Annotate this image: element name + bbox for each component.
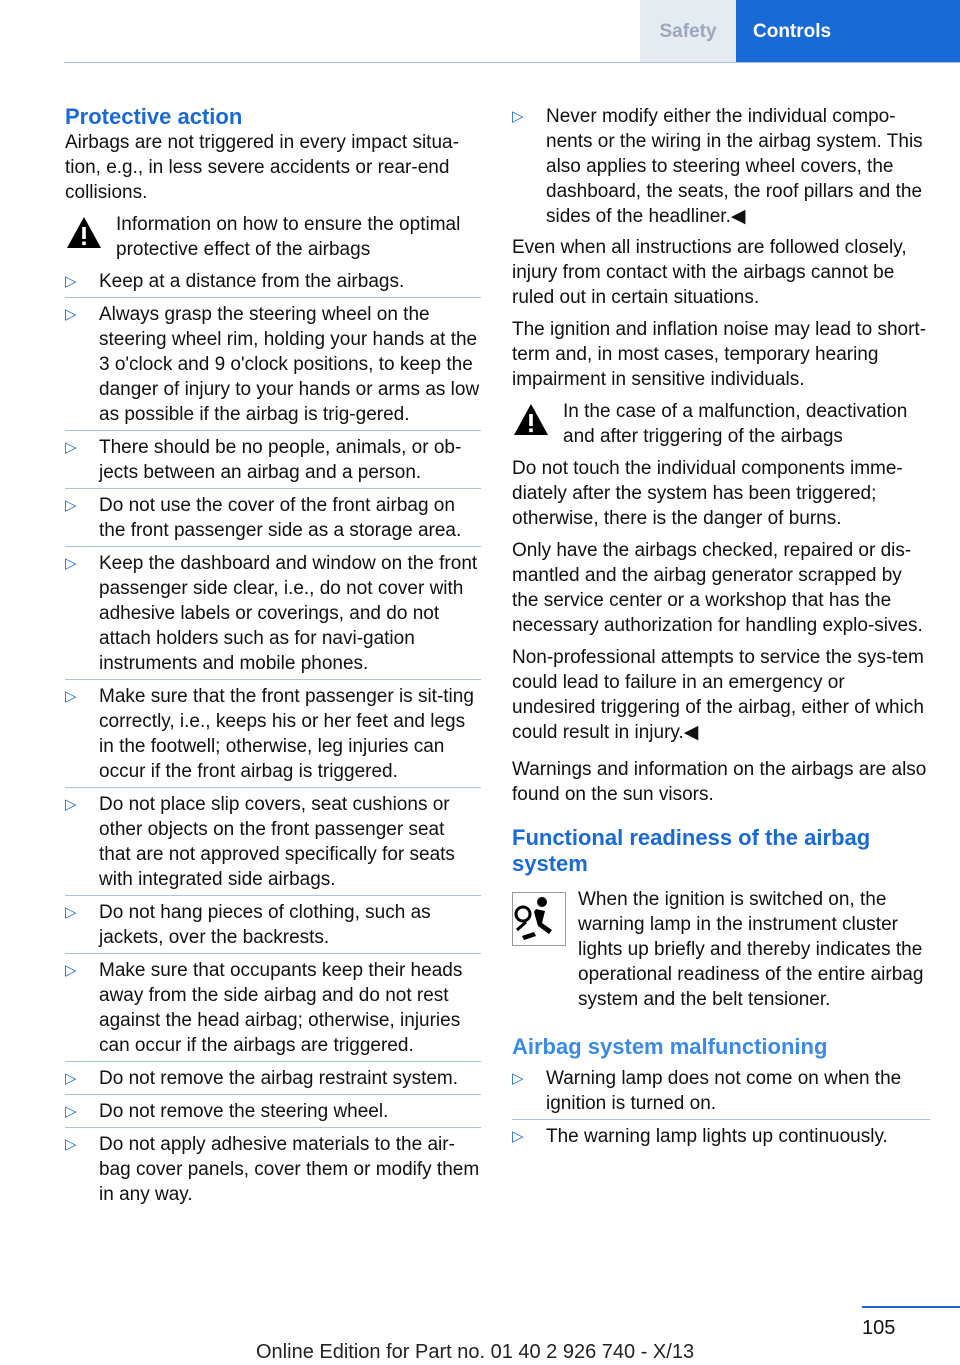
readiness-block [512, 887, 930, 1012]
paragraph: Warnings and information on the airbags are also found on the sun visors. [512, 759, 927, 805]
right-column [512, 104, 930, 1152]
header-divider [64, 62, 960, 63]
triangle-bullet-icon: ▷ [65, 555, 77, 572]
left-column [65, 104, 481, 1210]
triangle-bullet-icon: ▷ [65, 306, 77, 323]
readiness-text: When the ignition is switched on, the warning lamp in the instrument cluster lights up briefly and thereby indicates the operational readiness of the entire airbag system and the belt tensioner. [578, 889, 924, 1010]
triangle-bullet-icon: ▷ [65, 688, 77, 705]
section-title-functional-readiness: Functional readiness of the airbag system [512, 825, 871, 876]
list-item: ▷ Make sure that the front passenger is sit-ting correctly, i.e., keeps his or her feet and legs in the footwell; otherwise, leg injuries can occur if the front airbag is triggered. [65, 679, 481, 787]
list-item: ▷ Do not use the cover of the front airbag on the front passenger side as a storage area. [65, 488, 481, 546]
warning-triangle-icon [512, 401, 550, 439]
triangle-bullet-icon: ▷ [65, 962, 77, 979]
page-number: 105 [862, 1317, 896, 1339]
warning-block [65, 212, 481, 262]
list-item: ▷ Never modify either the individual compo-nents or the wiring in the airbag system. This also applies to steering wheel covers, the dashboard, the seats, the roof pillars and the sides of the headliner.◀ [512, 106, 923, 227]
list-item: ▷ The warning lamp lights up continuously. [512, 1119, 930, 1152]
list-item: ▷ Do not apply adhesive materials to the air-bag cover panels, cover them or modify them in any way. [65, 1127, 481, 1210]
list-item: ▷ Keep at a distance from the airbags. [65, 271, 405, 292]
page-header [0, 0, 960, 64]
list-item: ▷ Make sure that occupants keep their heads away from the side airbag and do not rest against the head airbag; otherwise, injuries can occur if the airbags are triggered. [65, 953, 481, 1061]
paragraph: The ignition and inflation noise may lead to short-term and, in most cases, temporary hearing impairment in sensitive individuals. [512, 319, 927, 390]
triangle-bullet-icon: ▷ [512, 1128, 524, 1145]
triangle-bullet-icon: ▷ [65, 1103, 77, 1120]
list-item: ▷ Keep the dashboard and window on the front passenger side clear, i.e., do not cover with adhesive labels or coverings, and do not attach holders such as for navi-gation instruments and mobile phones. [65, 546, 481, 679]
list-item: ▷ Do not remove the steering wheel. [65, 1094, 481, 1127]
list-item: ▷ Do not place slip covers, seat cushions or other objects on the front passenger seat that are not approved specifically for seats with integrated side airbags. [65, 787, 481, 895]
warning-text: Information on how to ensure the optimal protective effect of the airbags [116, 214, 461, 260]
triangle-bullet-icon: ▷ [65, 439, 77, 456]
triangle-bullet-icon: ▷ [65, 796, 77, 813]
malfunction-list [512, 1066, 930, 1152]
section-title-protective-action: Protective action [65, 104, 243, 129]
list-item: ▷ There should be no people, animals, or ob-jects between an airbag and a person. [65, 430, 481, 488]
triangle-bullet-icon: ▷ [65, 497, 77, 514]
online-edition-footer: Online Edition for Part no. 01 40 2 926 740 - X/13 [256, 1341, 695, 1363]
warning-triangle-icon [65, 214, 103, 252]
footer-divider [862, 1306, 960, 1308]
intro-paragraph: Airbags are not triggered in every impact situa-tion, e.g., in less severe accidents or rear-end collisions. [65, 132, 459, 203]
triangle-bullet-icon: ▷ [512, 108, 524, 125]
paragraph: Even when all instructions are followed closely, injury from contact with the airbags cannot be ruled out in certain situations. [512, 237, 907, 308]
section-title-malfunctioning: Airbag system malfunctioning [512, 1034, 828, 1059]
triangle-bullet-icon: ▷ [65, 1070, 77, 1087]
list-item: ▷ Do not remove the airbag restraint system. [65, 1061, 481, 1094]
list-item: ▷ Always grasp the steering wheel on the steering wheel rim, holding your hands at the 3 o'clock and 9 o'clock positions, to keep the danger of injury to your hands or arms as low as possible if the airbag is trig-gered. [65, 297, 481, 430]
continued-list [512, 104, 930, 232]
triangle-bullet-icon: ▷ [65, 904, 77, 921]
safety-list [65, 269, 481, 1210]
triangle-bullet-icon: ▷ [512, 1070, 524, 1087]
paragraph: Do not touch the individual components imme-diately after the system has been triggered; otherwise, there is the danger of burns. [512, 458, 903, 529]
triangle-bullet-icon: ▷ [65, 1136, 77, 1153]
list-item: ▷ Do not hang pieces of clothing, such as jackets, over the backrests. [65, 895, 481, 953]
paragraph: Non-professional attempts to service the sys-tem could lead to failure in an emergency or undesired triggering of the airbag, either of which could result in injury.◀ [512, 647, 924, 743]
tab-safety[interactable]: Safety [640, 0, 736, 62]
tab-controls[interactable]: Controls [736, 0, 960, 62]
airbag-lamp-icon [512, 892, 566, 946]
triangle-bullet-icon: ▷ [65, 273, 77, 290]
list-item: ▷ Warning lamp does not come on when the ignition is turned on. [512, 1068, 902, 1114]
paragraph: Only have the airbags checked, repaired or dis-mantled and the airbag generator scrapped by the service center or a workshop that has the necessary authorization for handling explo-sives. [512, 540, 923, 636]
warning-text: In the case of a malfunction, deactivation and after triggering of the airbags [563, 401, 908, 447]
warning-block [512, 399, 930, 449]
